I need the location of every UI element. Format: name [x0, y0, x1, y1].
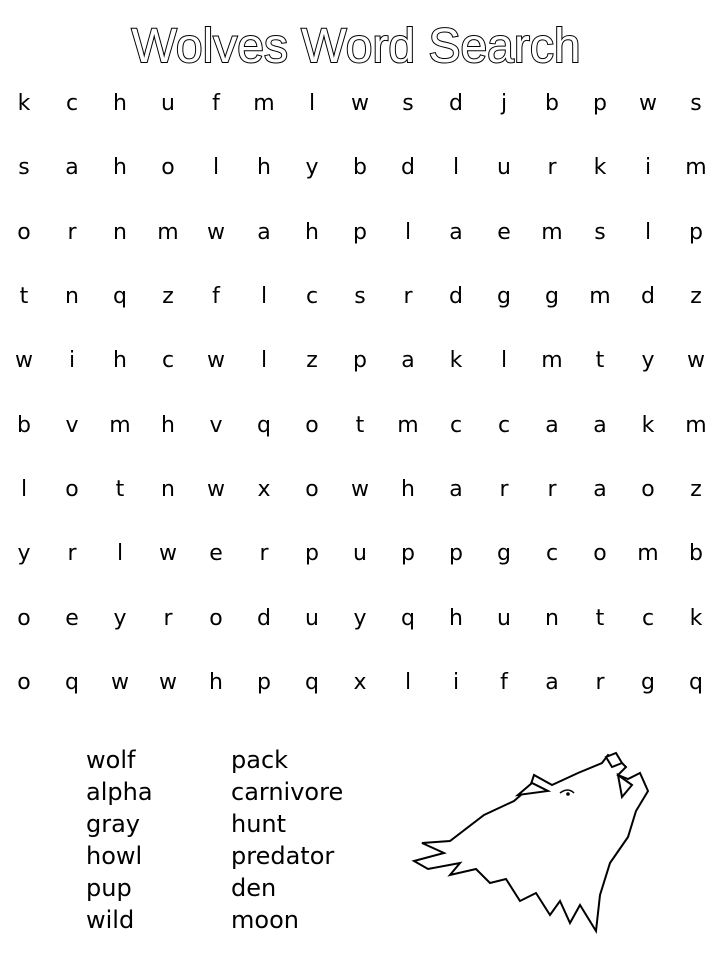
grid-cell: u — [497, 605, 511, 631]
grid-cell: w — [111, 669, 129, 695]
grid-cell: e — [209, 541, 223, 567]
grid-cell: q — [305, 669, 319, 695]
grid-cell: o — [305, 476, 319, 502]
grid-cell: a — [449, 476, 463, 502]
grid-cell: c — [65, 91, 79, 117]
grid-cell: u — [497, 155, 511, 181]
grid-cell: i — [452, 669, 460, 695]
grid-cell: r — [67, 219, 77, 245]
grid-cell: t — [19, 284, 29, 310]
grid-cell: k — [593, 155, 607, 181]
grid-cell: u — [161, 91, 175, 117]
grid-cell: j — [500, 91, 508, 117]
grid-cell: b — [545, 91, 559, 117]
word-list-item: predator — [231, 842, 335, 870]
grid-cell: a — [545, 412, 559, 438]
grid-cell: p — [593, 91, 607, 117]
grid-cell: l — [452, 155, 460, 181]
word-list — [86, 744, 376, 936]
grid-cell: q — [113, 284, 127, 310]
grid-cell: y — [17, 541, 31, 567]
grid-cell: p — [401, 541, 415, 567]
word-list-column-2 — [231, 744, 376, 936]
grid-cell: h — [209, 669, 223, 695]
grid-cell: o — [209, 605, 223, 631]
grid-cell: z — [690, 476, 702, 502]
grid-cell: p — [449, 541, 463, 567]
grid-cell: r — [547, 476, 557, 502]
grid-cell: o — [17, 219, 31, 245]
grid-cell: h — [257, 155, 271, 181]
grid-cell: x — [353, 669, 367, 695]
word-list-item: carnivore — [231, 778, 344, 806]
grid-cell: h — [161, 412, 175, 438]
grid-cell: d — [641, 284, 655, 310]
grid-cell: z — [162, 284, 174, 310]
word-list-item: gray — [86, 810, 141, 838]
grid-cell: s — [402, 91, 414, 117]
grid-cell: v — [209, 412, 223, 438]
grid-cell: b — [689, 541, 703, 567]
grid-cell: g — [545, 284, 559, 310]
grid-cell: v — [65, 412, 79, 438]
grid-cell: x — [257, 476, 271, 502]
word-list-column-1 — [86, 744, 231, 936]
grid-cell: o — [65, 476, 79, 502]
grid-cell: l — [260, 284, 268, 310]
grid-cell: q — [257, 412, 271, 438]
letter-grid — [0, 72, 720, 715]
grid-cell: m — [397, 412, 419, 438]
grid-cell: d — [401, 155, 415, 181]
grid-cell: m — [253, 91, 275, 117]
grid-cell: h — [449, 605, 463, 631]
grid-cell: n — [113, 219, 127, 245]
grid-cell: h — [401, 476, 415, 502]
grid-cell: m — [637, 541, 659, 567]
grid-cell: c — [161, 348, 175, 374]
grid-cell: a — [593, 476, 607, 502]
grid-cell: w — [351, 91, 369, 117]
grid-cell: k — [641, 412, 655, 438]
grid-cell: w — [207, 219, 225, 245]
grid-cell: h — [113, 348, 127, 374]
grid-cell: u — [305, 605, 319, 631]
grid-cell: q — [689, 669, 703, 695]
grid-cell: r — [595, 669, 605, 695]
grid-cell: s — [354, 284, 366, 310]
grid-cell: p — [353, 348, 367, 374]
grid-cell: f — [500, 669, 508, 695]
grid-cell: m — [541, 219, 563, 245]
grid-cell: g — [497, 541, 511, 567]
grid-cell: p — [353, 219, 367, 245]
grid-cell: a — [65, 155, 79, 181]
grid-cell: w — [639, 91, 657, 117]
grid-cell: e — [65, 605, 79, 631]
grid-cell: o — [305, 412, 319, 438]
grid-cell: d — [449, 91, 463, 117]
grid-cell: y — [113, 605, 127, 631]
grid-cell: p — [689, 219, 703, 245]
grid-cell: y — [641, 348, 655, 374]
grid-cell: d — [257, 605, 271, 631]
grid-cell: s — [690, 91, 702, 117]
grid-cell: l — [308, 91, 316, 117]
grid-cell: l — [260, 348, 268, 374]
grid-cell: r — [163, 605, 173, 631]
grid-cell: m — [589, 284, 611, 310]
grid-cell: k — [689, 605, 703, 631]
grid-cell: a — [545, 669, 559, 695]
grid-cell: w — [351, 476, 369, 502]
grid-cell: o — [593, 541, 607, 567]
grid-cell: r — [67, 541, 77, 567]
grid-cell: n — [545, 605, 559, 631]
page-title: Wolves Word Search — [131, 20, 581, 73]
wolf-drawing — [410, 745, 660, 935]
grid-cell: h — [113, 91, 127, 117]
grid-cell: l — [404, 219, 412, 245]
grid-cell: l — [212, 155, 220, 181]
grid-cell: s — [18, 155, 30, 181]
grid-cell: r — [403, 284, 413, 310]
grid-cell: q — [65, 669, 79, 695]
grid-cell: p — [305, 541, 319, 567]
grid-cell: t — [595, 348, 605, 374]
grid-cell: m — [541, 348, 563, 374]
grid-cell: z — [690, 284, 702, 310]
grid-cell: s — [594, 219, 606, 245]
grid-cell: t — [115, 476, 125, 502]
grid-cell: h — [305, 219, 319, 245]
grid-cell: w — [15, 348, 33, 374]
grid-cell: g — [497, 284, 511, 310]
word-list-item: alpha — [86, 778, 153, 806]
grid-cell: b — [17, 412, 31, 438]
grid-cell: m — [109, 412, 131, 438]
grid-cell: l — [644, 219, 652, 245]
grid-cell: i — [644, 155, 652, 181]
grid-cell: w — [207, 476, 225, 502]
word-list-item: wolf — [86, 746, 136, 774]
grid-cell: r — [499, 476, 509, 502]
grid-cell: h — [113, 155, 127, 181]
grid-cell: n — [65, 284, 79, 310]
grid-cell: w — [207, 348, 225, 374]
grid-cell: l — [20, 476, 28, 502]
word-list-item: howl — [86, 842, 143, 870]
grid-cell: c — [545, 541, 559, 567]
word-list-item: moon — [231, 906, 299, 934]
grid-cell: a — [257, 219, 271, 245]
grid-cell: l — [500, 348, 508, 374]
grid-cell: a — [401, 348, 415, 374]
grid-cell: n — [161, 476, 175, 502]
grid-cell: f — [212, 284, 220, 310]
grid-cell: f — [212, 91, 220, 117]
grid-cell: p — [257, 669, 271, 695]
grid-cell: m — [157, 219, 179, 245]
grid-cell: m — [685, 155, 707, 181]
grid-cell: c — [449, 412, 463, 438]
grid-cell: k — [449, 348, 463, 374]
grid-cell: d — [449, 284, 463, 310]
grid-cell: y — [353, 605, 367, 631]
grid-cell: z — [306, 348, 318, 374]
grid-cell: g — [641, 669, 655, 695]
word-list-item: den — [231, 874, 277, 902]
grid-cell: w — [687, 348, 705, 374]
grid-cell: q — [401, 605, 415, 631]
grid-cell: o — [17, 605, 31, 631]
grid-cell: u — [353, 541, 367, 567]
grid-cell: o — [641, 476, 655, 502]
grid-cell: m — [685, 412, 707, 438]
grid-cell: c — [497, 412, 511, 438]
grid-cell: k — [17, 91, 31, 117]
grid-cell: w — [159, 669, 177, 695]
word-list-item: pup — [86, 874, 132, 902]
grid-cell: c — [305, 284, 319, 310]
grid-cell: t — [595, 605, 605, 631]
grid-cell: b — [353, 155, 367, 181]
grid-cell: l — [404, 669, 412, 695]
word-list-item: wild — [86, 906, 135, 934]
grid-cell: c — [641, 605, 655, 631]
grid-cell: t — [355, 412, 365, 438]
word-list-item: pack — [231, 746, 289, 774]
grid-cell: e — [497, 219, 511, 245]
grid-cell: o — [161, 155, 175, 181]
grid-cell: w — [159, 541, 177, 567]
grid-cell: a — [593, 412, 607, 438]
grid-cell: a — [449, 219, 463, 245]
grid-cell: r — [547, 155, 557, 181]
grid-cell: r — [259, 541, 269, 567]
grid-cell: y — [305, 155, 319, 181]
grid-cell: i — [68, 348, 76, 374]
grid-cell: l — [116, 541, 124, 567]
howling-wolf-icon — [410, 745, 660, 935]
grid-cell: o — [17, 669, 31, 695]
word-list-item: hunt — [231, 810, 287, 838]
